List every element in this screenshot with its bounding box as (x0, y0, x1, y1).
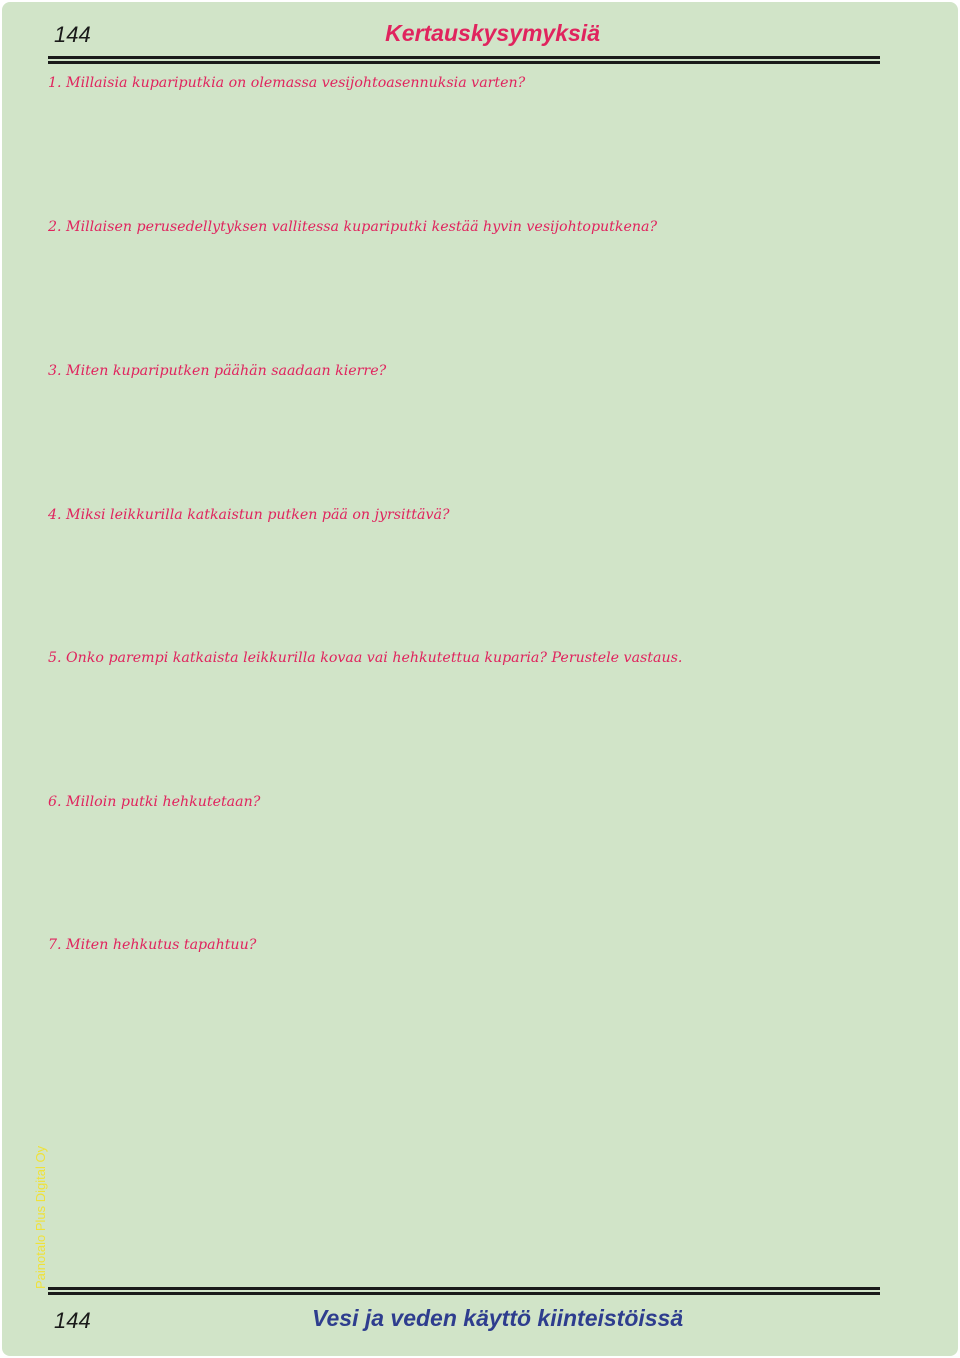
footer-double-rule (48, 1287, 880, 1295)
header-double-rule (48, 56, 880, 64)
question-4: 4. Miksi leikkurilla katkaistun putken pää on jyrsittävä? (48, 507, 450, 523)
footer-title: Vesi ja veden käyttö kiinteistöissä (312, 1305, 684, 1331)
question-6: 6. Milloin putki hehkutetaan? (48, 794, 261, 810)
question-3: 3. Miten kupariputken päähän saadaan kierre? (48, 363, 387, 379)
question-5: 5. Onko parempi katkaista leikkurilla kovaa vai hehkutettua kuparia? Perustele vastaus. (48, 650, 683, 666)
copyright-vertical-text: Painotalo Plus Digital Oy (33, 1145, 48, 1289)
page (2, 2, 958, 1356)
question-1: 1. Millaisia kupariputkia on olemassa vesijohtoasennuksia varten? (48, 75, 526, 91)
header-page-number: 144 (54, 22, 91, 47)
footer-page-number: 144 (54, 1308, 91, 1333)
question-7: 7. Miten hehkutus tapahtuu? (48, 937, 257, 953)
question-2: 2. Millaisen perusedellytyksen vallitessa kupariputki kestää hyvin vesijohtoputkena? (48, 219, 658, 235)
header-title: Kertauskysymyksiä (385, 20, 600, 46)
